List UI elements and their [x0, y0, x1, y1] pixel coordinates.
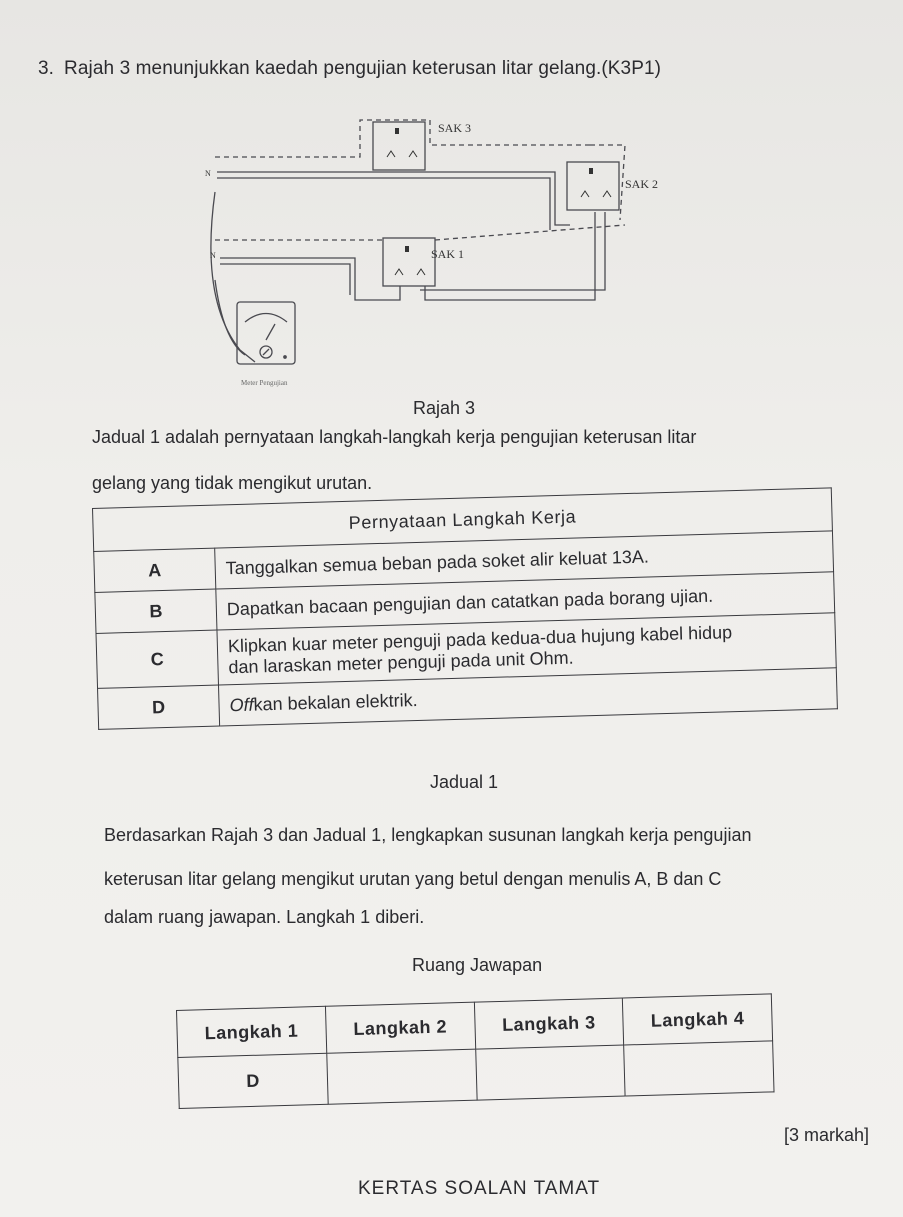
- intro-line-1: Jadual 1 adalah pernyataan langkah-langkah kerja pengujian keterusan litar: [92, 427, 697, 447]
- step-key: C: [96, 630, 218, 688]
- sak1-socket: [383, 238, 435, 286]
- step-text-rest: kan bekalan elektrik.: [253, 689, 418, 715]
- question-text: Rajah 3 menunjukkan kaedah pengujian keterusan litar gelang.(K3P1): [64, 58, 662, 79]
- answer-header: Langkah 3: [474, 998, 624, 1049]
- answer-header: Langkah 1: [177, 1006, 327, 1057]
- diagram-caption: Rajah 3: [413, 398, 476, 418]
- sak2-label: SAK 2: [625, 177, 659, 191]
- step-text: Dapatkan bacaan pengujian dan catatkan pada borang ujian.: [216, 572, 835, 630]
- answer-header: Langkah 2: [325, 1002, 475, 1053]
- circuit-diagram: [195, 100, 695, 390]
- answer-table: [176, 993, 775, 1109]
- instruction-line-1: Berdasarkan Rajah 3 dan Jadual 1, lengkapkan susunan langkah kerja pengujian: [104, 825, 752, 845]
- n-label-bottom: N: [210, 251, 216, 260]
- answer-cell[interactable]: [327, 1049, 477, 1104]
- question-title: [38, 58, 661, 80]
- step-key: A: [94, 548, 216, 592]
- answer-title: Ruang Jawapan: [412, 955, 543, 975]
- sak1-label: SAK 1: [431, 247, 465, 261]
- meter-label: Meter Pengujian: [241, 379, 288, 387]
- answer-cell[interactable]: D: [178, 1053, 328, 1108]
- sak3-label: SAK 3: [438, 121, 472, 135]
- end-of-paper: KERTAS SOALAN TAMAT: [358, 1178, 601, 1199]
- instruction-line-3: dalam ruang jawapan. Langkah 1 diberi.: [104, 907, 425, 927]
- answer-cell[interactable]: [475, 1045, 625, 1100]
- step-text-italic: Off: [229, 694, 254, 715]
- instruction-line-2: keterusan litar gelang mengikut urutan yang betul dengan menulis A, B dan C: [104, 869, 722, 889]
- steps-table: [92, 487, 838, 730]
- step-text: Tanggalkan semua beban pada soket alir keluat 13A.: [215, 531, 834, 589]
- table-caption: Jadual 1: [430, 772, 499, 792]
- step-text-line: Klipkan kuar meter penguji pada kedua-dua hujung kabel hidup: [227, 622, 733, 657]
- question-number: 3.: [38, 58, 55, 79]
- intro-line-2: gelang yang tidak mengikut urutan.: [92, 473, 373, 493]
- steps-table-header: Pernyataan Langkah Kerja: [93, 488, 833, 552]
- n-label-top: N: [205, 169, 211, 178]
- marks-label: [3 markah]: [784, 1125, 870, 1145]
- answer-cell[interactable]: [624, 1041, 774, 1096]
- step-text-line: dan laraskan meter penguji pada unit Ohm.: [228, 647, 574, 678]
- step-key: B: [95, 589, 217, 633]
- step-key: D: [98, 685, 220, 729]
- answer-header: Langkah 4: [623, 994, 773, 1045]
